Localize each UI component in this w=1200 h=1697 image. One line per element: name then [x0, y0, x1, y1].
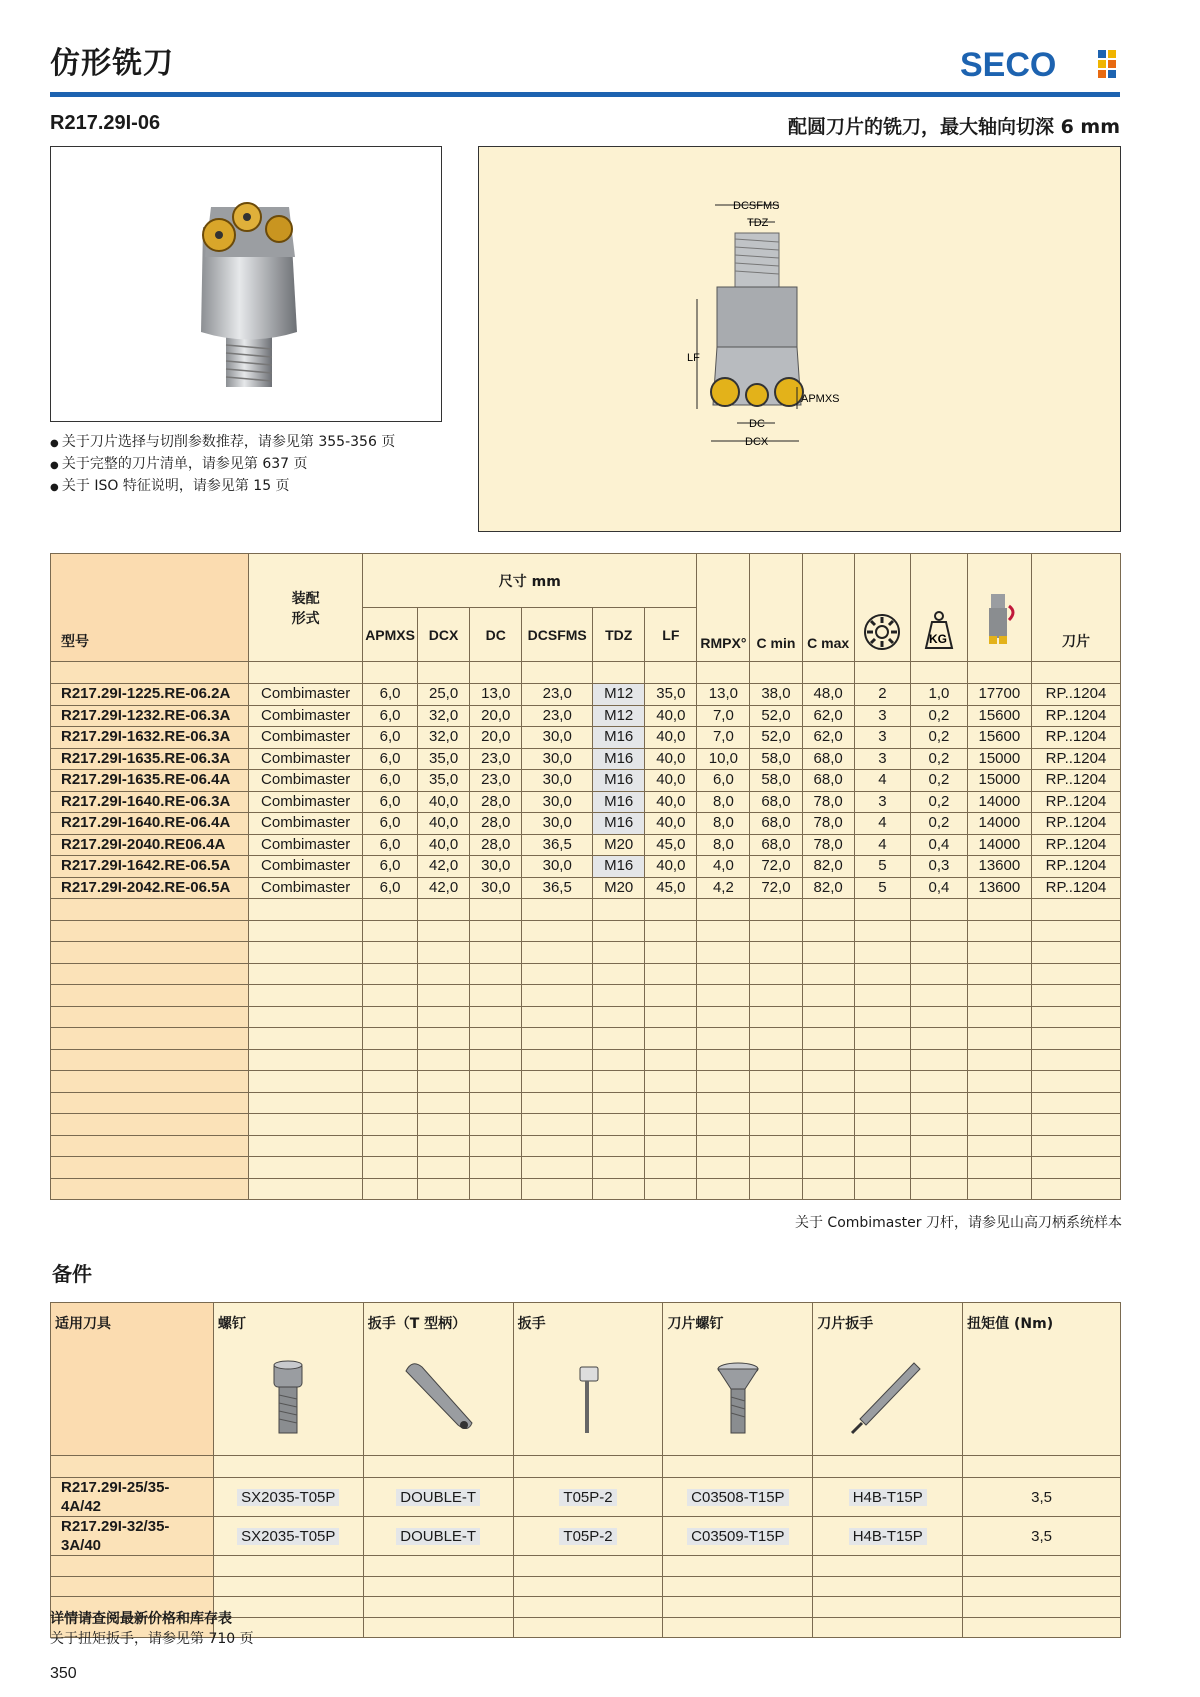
table-cell: 23,0	[522, 684, 593, 706]
table-cell: 40,0	[417, 834, 469, 856]
part-code: T05P-2	[559, 1489, 616, 1506]
table-cell: M16	[593, 748, 645, 770]
table-cell: R217.29I-1640.RE-06.3A	[51, 791, 249, 813]
table-cell: 45,0	[645, 834, 697, 856]
spare-parts-title: 备件	[52, 1262, 92, 1286]
col-applicable-tool: 适用刀具	[51, 1303, 214, 1456]
tool-photo	[50, 146, 442, 422]
table-cell: RP..1204	[1031, 727, 1120, 749]
spare-parts-table	[50, 1302, 1121, 1638]
table-cell: 35,0	[417, 770, 469, 792]
col-tdz: TDZ	[593, 608, 645, 662]
dimensions-group-header: 尺寸 mm	[363, 554, 697, 608]
wrench-icon	[568, 1359, 608, 1439]
table-cell: 62,0	[802, 727, 854, 749]
table-cell: R217.29I-2042.RE-06.5A	[51, 877, 249, 899]
table-row	[51, 770, 1121, 792]
part-code: H4B-T15P	[849, 1489, 927, 1506]
table-cell: Combimaster	[249, 727, 363, 749]
table-cell: 25,0	[417, 684, 469, 706]
table-cell: RP..1204	[1031, 856, 1120, 878]
tool-spec-table	[50, 553, 1121, 1200]
empty-row	[51, 1114, 1121, 1136]
empty-row	[51, 1049, 1121, 1071]
table-cell: 36,5	[522, 877, 593, 899]
table-cell: 20,0	[470, 727, 522, 749]
table-cell: R217.29I-2040.RE06.4A	[51, 834, 249, 856]
table-cell: 62,0	[802, 705, 854, 727]
table-cell: 30,0	[522, 770, 593, 792]
table-cell: 6,0	[363, 834, 418, 856]
table-cell: 0,3	[911, 856, 968, 878]
table-cell: 0,2	[911, 791, 968, 813]
table-cell: 35,0	[645, 684, 697, 706]
table-cell: 2	[854, 684, 910, 706]
empty-row	[51, 1092, 1121, 1114]
table-row	[51, 684, 1121, 706]
header-rule	[50, 92, 1120, 97]
model-code: R217.29I-06	[50, 112, 161, 134]
table-cell: 5	[854, 856, 910, 878]
table-cell: 28,0	[470, 834, 522, 856]
table-cell: M20	[593, 834, 645, 856]
bullet-item: ● 关于完整的刀片清单，请参见第 637 页	[50, 454, 395, 476]
insert-screw-icon	[713, 1359, 763, 1439]
kg-label: KG	[928, 632, 947, 646]
table-cell: 82,0	[802, 856, 854, 878]
empty-row	[51, 963, 1121, 985]
table-row	[51, 727, 1121, 749]
table-row	[51, 834, 1121, 856]
empty-row	[51, 985, 1121, 1007]
table-cell: 42,0	[417, 856, 469, 878]
table-cell: Combimaster	[249, 791, 363, 813]
table-cell: RP..1204	[1031, 813, 1120, 835]
table-cell: RP..1204	[1031, 705, 1120, 727]
table-cell: 8,0	[697, 791, 750, 813]
table-cell: RP..1204	[1031, 684, 1120, 706]
table-cell: 7,0	[697, 705, 750, 727]
table-cell: 0,4	[911, 834, 968, 856]
table-cell: Combimaster	[249, 684, 363, 706]
table-cell	[663, 1517, 813, 1556]
table-cell: 0,2	[911, 705, 968, 727]
table-cell: 6,0	[363, 705, 418, 727]
table-cell: RP..1204	[1031, 748, 1120, 770]
table-cell: 40,0	[645, 727, 697, 749]
table-cell: R217.29I-25/35-4A/42	[51, 1478, 214, 1517]
table-cell: 52,0	[750, 727, 802, 749]
table-cell: 82,0	[802, 877, 854, 899]
table-cell: M16	[593, 727, 645, 749]
table-cell: R217.29I-1632.RE-06.3A	[51, 727, 249, 749]
table-cell	[813, 1517, 963, 1556]
table-cell: 0,2	[911, 770, 968, 792]
subtitle: 配圆刀片的铣刀，最大轴向切深 6 mm	[787, 116, 1120, 138]
combimaster-note: 关于 Combimaster 刀杆，请参见山高刀柄系统样本	[794, 1215, 1122, 1231]
table-cell: 0,2	[911, 748, 968, 770]
table-cell: 14000	[967, 834, 1031, 856]
empty-row	[51, 1135, 1121, 1157]
table-cell: 13600	[967, 877, 1031, 899]
table-cell: 30,0	[470, 856, 522, 878]
dc-label: DC	[749, 418, 765, 430]
table-cell: 6,0	[697, 770, 750, 792]
col-torque: 扭矩值 (Nm)	[963, 1303, 1121, 1456]
table-cell: 6,0	[363, 684, 418, 706]
table-cell: 30,0	[522, 748, 593, 770]
col-model: 型号	[51, 554, 249, 662]
table-cell: 40,0	[417, 791, 469, 813]
table-cell: 23,0	[470, 748, 522, 770]
part-code: C03509-T15P	[687, 1528, 788, 1545]
table-cell: 1,0	[911, 684, 968, 706]
table-cell: 40,0	[645, 770, 697, 792]
dcsfms-label: DCSFMS	[733, 200, 780, 212]
table-cell: 3	[854, 791, 910, 813]
table-cell: R217.29I-1225.RE-06.2A	[51, 684, 249, 706]
table-cell: 68,0	[750, 791, 802, 813]
table-cell: 3,5	[963, 1517, 1121, 1556]
table-cell: 13600	[967, 856, 1031, 878]
table-cell: 32,0	[417, 705, 469, 727]
max-rpm-icon	[967, 554, 1031, 662]
table-row	[51, 705, 1121, 727]
col-lf: LF	[645, 608, 697, 662]
table-cell: M20	[593, 877, 645, 899]
table-cell: 4	[854, 770, 910, 792]
table-cell: 42,0	[417, 877, 469, 899]
table-cell: 78,0	[802, 791, 854, 813]
col-t-handle-wrench: 扳手（T 型柄）	[363, 1303, 513, 1456]
table-cell: 6,0	[363, 727, 418, 749]
table-cell: 4,2	[697, 877, 750, 899]
table-cell: 30,0	[522, 813, 593, 835]
table-cell: M16	[593, 770, 645, 792]
table-cell	[213, 1517, 363, 1556]
footer-note-torque: 关于扭矩扳手，请参见第 710 页	[50, 1631, 254, 1647]
col-apmxs: APMXS	[363, 608, 418, 662]
table-cell: 30,0	[470, 877, 522, 899]
table-cell: 30,0	[522, 856, 593, 878]
table-cell: 52,0	[750, 705, 802, 727]
table-cell: Combimaster	[249, 834, 363, 856]
table-cell	[363, 1478, 513, 1517]
empty-row	[51, 899, 1121, 921]
table-cell: 40,0	[417, 813, 469, 835]
col-insert-screw: 刀片螺钉	[663, 1303, 813, 1456]
table-cell: 30,0	[522, 791, 593, 813]
seco-logo	[960, 44, 1118, 84]
table-cell: 40,0	[645, 705, 697, 727]
table-cell: R217.29I-1640.RE-06.4A	[51, 813, 249, 835]
table-cell: 14000	[967, 813, 1031, 835]
brand-text: SECO	[960, 46, 1057, 84]
table-cell: 68,0	[802, 770, 854, 792]
table-cell: 10,0	[697, 748, 750, 770]
col-dc: DC	[470, 608, 522, 662]
table-cell: M16	[593, 791, 645, 813]
table-row	[51, 791, 1121, 813]
info-bullets	[50, 432, 395, 498]
table-cell: 68,0	[750, 834, 802, 856]
tdz-label: TDZ	[747, 217, 769, 229]
screw-icon	[268, 1359, 308, 1439]
table-cell: 4,0	[697, 856, 750, 878]
col-insert: 刀片	[1031, 554, 1120, 662]
table-cell: 28,0	[470, 791, 522, 813]
table-cell: 3	[854, 705, 910, 727]
insert-wrench-icon	[848, 1359, 928, 1439]
table-cell: 0,2	[911, 727, 968, 749]
t-handle-wrench-icon	[398, 1359, 478, 1439]
table-cell: 38,0	[750, 684, 802, 706]
table-cell: 3	[854, 748, 910, 770]
table-cell: 45,0	[645, 877, 697, 899]
footer-note-price: 详情请查阅最新价格和库存表	[50, 1611, 232, 1627]
empty-row	[51, 1157, 1121, 1179]
table-cell: 6,0	[363, 791, 418, 813]
table-cell: 23,0	[522, 705, 593, 727]
table-cell: 58,0	[750, 748, 802, 770]
col-cmin: C min	[750, 554, 802, 662]
part-code: SX2035-T05P	[237, 1528, 339, 1545]
table-cell: RP..1204	[1031, 834, 1120, 856]
table-cell: 72,0	[750, 877, 802, 899]
table-cell: 17700	[967, 684, 1031, 706]
table-cell: 15600	[967, 727, 1031, 749]
table-cell: 0,4	[911, 877, 968, 899]
col-screw: 螺钉	[213, 1303, 363, 1456]
table-cell	[363, 1517, 513, 1556]
table-cell	[813, 1478, 963, 1517]
table-cell: M16	[593, 856, 645, 878]
table-cell: 7,0	[697, 727, 750, 749]
table-cell: 15000	[967, 770, 1031, 792]
teeth-count-icon	[854, 554, 910, 662]
table-row	[51, 877, 1121, 899]
table-cell: 40,0	[645, 748, 697, 770]
empty-row	[51, 1028, 1121, 1050]
table-cell: 68,0	[802, 748, 854, 770]
table-cell: 15600	[967, 705, 1031, 727]
table-cell: RP..1204	[1031, 791, 1120, 813]
table-cell: 6,0	[363, 856, 418, 878]
table-cell: RP..1204	[1031, 770, 1120, 792]
part-code: C03508-T15P	[687, 1489, 788, 1506]
table-cell: R217.29I-1635.RE-06.4A	[51, 770, 249, 792]
page-title: 仿形铣刀	[50, 46, 174, 81]
col-insert-wrench: 刀片扳手	[813, 1303, 963, 1456]
table-row	[51, 1478, 1121, 1517]
table-row	[51, 856, 1121, 878]
weight-kg-icon	[911, 554, 968, 662]
table-row	[51, 1517, 1121, 1556]
page-number: 350	[50, 1665, 77, 1682]
table-row	[51, 748, 1121, 770]
part-code: T05P-2	[559, 1528, 616, 1545]
table-cell: R217.29I-1232.RE-06.3A	[51, 705, 249, 727]
table-cell: 32,0	[417, 727, 469, 749]
table-cell: 8,0	[697, 813, 750, 835]
table-cell: R217.29I-32/35-3A/40	[51, 1517, 214, 1556]
table-cell: 6,0	[363, 813, 418, 835]
table-cell: 13,0	[697, 684, 750, 706]
table-cell: 68,0	[750, 813, 802, 835]
apmxs-label: APMXS	[801, 393, 840, 405]
table-cell: 36,5	[522, 834, 593, 856]
table-cell: 14000	[967, 791, 1031, 813]
table-cell: 58,0	[750, 770, 802, 792]
table-cell: Combimaster	[249, 770, 363, 792]
table-cell	[213, 1478, 363, 1517]
empty-row	[51, 942, 1121, 964]
empty-row	[51, 1006, 1121, 1028]
table-cell: 6,0	[363, 770, 418, 792]
table-cell: 4	[854, 834, 910, 856]
table-cell: 0,2	[911, 813, 968, 835]
table-cell: R217.29I-1642.RE-06.5A	[51, 856, 249, 878]
col-wrench: 扳手	[513, 1303, 663, 1456]
table-cell: 3,5	[963, 1478, 1121, 1517]
table-cell: M12	[593, 684, 645, 706]
tool-spec-rows	[51, 684, 1121, 1200]
empty-row	[51, 1178, 1121, 1200]
col-dcsfms: DCSFMS	[522, 608, 593, 662]
empty-row	[51, 1556, 1121, 1577]
lf-label: LF	[687, 352, 700, 364]
table-cell	[663, 1478, 813, 1517]
table-cell: 6,0	[363, 877, 418, 899]
table-cell: 8,0	[697, 834, 750, 856]
table-cell: 5	[854, 877, 910, 899]
table-cell: Combimaster	[249, 748, 363, 770]
col-cmax: C max	[802, 554, 854, 662]
table-cell: 40,0	[645, 856, 697, 878]
table-cell: Combimaster	[249, 856, 363, 878]
part-code: H4B-T15P	[849, 1528, 927, 1545]
bullet-item: ● 关于 ISO 特征说明，请参见第 15 页	[50, 476, 395, 498]
part-code: DOUBLE-T	[396, 1489, 480, 1506]
table-cell: 15000	[967, 748, 1031, 770]
table-cell: 40,0	[645, 791, 697, 813]
part-code: SX2035-T05P	[237, 1489, 339, 1506]
table-cell	[513, 1478, 663, 1517]
table-cell: R217.29I-1635.RE-06.3A	[51, 748, 249, 770]
table-row	[51, 813, 1121, 835]
table-cell: 30,0	[522, 727, 593, 749]
col-dcx: DCX	[417, 608, 469, 662]
part-code: DOUBLE-T	[396, 1528, 480, 1545]
table-cell: 20,0	[470, 705, 522, 727]
col-rmpx: RMPX°	[697, 554, 750, 662]
table-cell: 78,0	[802, 813, 854, 835]
table-cell: 4	[854, 813, 910, 835]
table-cell: Combimaster	[249, 877, 363, 899]
table-cell: 78,0	[802, 834, 854, 856]
table-cell: 72,0	[750, 856, 802, 878]
table-cell: 40,0	[645, 813, 697, 835]
table-cell: 35,0	[417, 748, 469, 770]
table-cell: 6,0	[363, 748, 418, 770]
table-cell: 28,0	[470, 813, 522, 835]
table-cell: 13,0	[470, 684, 522, 706]
table-cell: RP..1204	[1031, 877, 1120, 899]
table-cell: 3	[854, 727, 910, 749]
dcx-label: DCX	[745, 436, 769, 448]
table-cell: 23,0	[470, 770, 522, 792]
empty-row	[51, 1071, 1121, 1093]
bullet-item: ● 关于刀片选择与切削参数推荐，请参见第 355-356 页	[50, 432, 395, 454]
dimension-diagram	[478, 146, 1121, 532]
table-cell: M16	[593, 813, 645, 835]
col-mount: 装配 形式	[249, 554, 363, 662]
table-cell: Combimaster	[249, 705, 363, 727]
table-cell	[513, 1517, 663, 1556]
table-cell: M12	[593, 705, 645, 727]
empty-row	[51, 1576, 1121, 1597]
table-cell: 48,0	[802, 684, 854, 706]
table-cell: Combimaster	[249, 813, 363, 835]
empty-row	[51, 920, 1121, 942]
